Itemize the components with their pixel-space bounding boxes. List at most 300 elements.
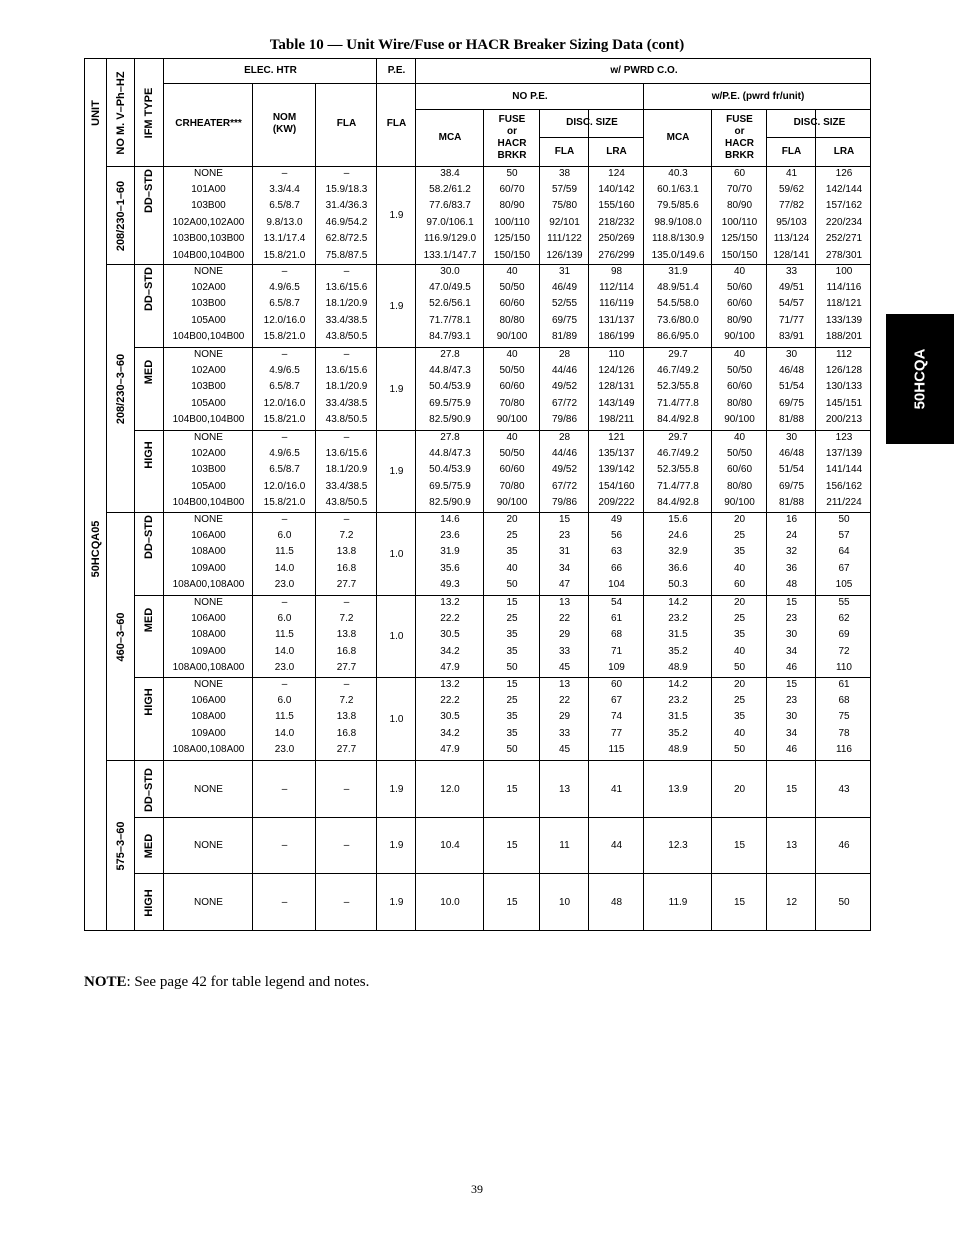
no-pe-fuse-cell: 50/50	[499, 364, 525, 376]
w-pe-disc-lra-cell: 200/213	[825, 414, 863, 426]
no-pe-fuse-cell: 40	[506, 348, 518, 360]
htr-fla-cell: 43.8/50.5	[325, 497, 368, 509]
pe-header: P.E.	[387, 65, 406, 76]
htr-fla-cell: 43.8/50.5	[325, 331, 368, 343]
no-pe-fuse-cell: 40	[506, 265, 518, 277]
w-pe-disc-lra-cell: 78	[838, 727, 850, 739]
w-pe-disc-lra-cell: 64	[838, 546, 850, 558]
no-pe-mca-cell: 116.9/129.0	[423, 233, 477, 245]
pe-fla-header: FLA	[386, 118, 407, 129]
w-pe-disc-fla-cell: 24	[785, 529, 798, 541]
w-pe-fuse-cell: 40	[733, 562, 746, 574]
no-pe-mca-cell: 47.9	[440, 662, 460, 674]
w-pe-fuse-cell: 35	[733, 711, 746, 723]
nom-kw-cell: 23.0	[274, 662, 295, 674]
htr-fla-cell: 13.6/15.6	[325, 447, 368, 459]
w-pe-disc-fla-cell: 15	[785, 783, 798, 795]
voltage-label: 575–3–60	[115, 821, 127, 871]
w-pe-disc-fla-cell: 51/54	[778, 464, 805, 476]
w-pe-fuse-cell: 25	[733, 612, 746, 624]
no-pe-fuse-cell: 60/70	[499, 183, 525, 195]
crheater-cell: 108A00	[191, 711, 226, 723]
htr-fla-cell: 16.8	[336, 562, 357, 574]
no-pe-mca-cell: 50.4/53.9	[429, 464, 471, 476]
w-pe-fuse-cell: 50	[733, 744, 746, 756]
no-pe-fuse-cell: 70/80	[499, 480, 525, 492]
w-pe-fuse-cell: 60/60	[726, 298, 753, 310]
w-pe-disc-lra-cell: 114/116	[826, 281, 862, 293]
htr-fla-cell: 7.2	[339, 694, 354, 706]
w-pe-disc-fla-cell: 81/88	[778, 414, 805, 426]
w-pe-mca-cell: 46.7/49.2	[657, 447, 699, 459]
no-pe-disc-lra-cell: 56	[610, 529, 623, 541]
w-pe-disc-fla-cell: 15	[785, 596, 798, 608]
no-pe-fuse-cell: 35	[506, 727, 518, 739]
w-pe-disc-lra-cell: 43	[838, 783, 850, 795]
nom-kw-cell: 15.8/21.0	[263, 249, 306, 261]
w-pe-disc-lra-cell: 75	[838, 711, 850, 723]
no-pe-mca-cell: 22.2	[440, 694, 460, 706]
w-pe-disc-fla-cell: 46	[785, 744, 798, 756]
no-pe-mca-cell: 10.4	[440, 840, 460, 851]
w-pe-mca-cell: 48.9	[668, 744, 688, 756]
w-pe-disc-fla-cell: 59/62	[778, 183, 805, 195]
no-pe-fuse-cell: 50/50	[499, 281, 525, 293]
w-pe-fuse-cell: 60	[733, 167, 746, 179]
w-pe-mca-cell: 98.9/108.0	[654, 216, 702, 228]
crheater-cell: NONE	[194, 678, 223, 690]
no-pe-mca-cell: 44.8/47.3	[429, 364, 471, 376]
w-pe-mca-cell: 79.5/85.6	[657, 200, 699, 212]
w-pe-disc-lra-cell: 67	[838, 562, 850, 574]
no-pe-disc-lra-cell: 276/299	[598, 249, 635, 261]
w-pe-mca-cell: 46.7/49.2	[657, 364, 699, 376]
no-pe-header: NO P.E.	[512, 91, 548, 102]
no-pe-disc-lra-cell: 109	[608, 662, 625, 674]
w-pe-fuse-cell: 80/90	[726, 200, 753, 212]
w-pe-disc-fla-cell: 41	[785, 167, 798, 179]
no-pe-mca-cell: 35.6	[440, 562, 460, 574]
w-pe-disc-lra-cell: 130/133	[825, 381, 863, 393]
w-pe-mca-cell: 32.9	[668, 546, 688, 558]
w-pe-fuse-cell: 40	[733, 265, 746, 277]
note-text: : See page 42 for table legend and notes.	[126, 974, 370, 990]
no-pe-disc-lra-cell: 140/142	[598, 183, 635, 195]
crheater-cell: NONE	[194, 896, 223, 908]
nom-kw-cell: –	[281, 513, 288, 525]
w-pe-fuse-cell: 90/100	[724, 331, 755, 343]
w-pe-disc-fla-cell: 128/141	[773, 249, 810, 261]
nom-kw-cell: –	[281, 596, 288, 608]
w-pe-fuse-cell: 40	[733, 348, 746, 360]
no-pe-fuse-cell: 15	[506, 783, 518, 795]
w-pe-fuse-cell: 15	[733, 896, 746, 908]
w-pe-disc-fla-cell: 69/75	[778, 397, 805, 409]
w-pe-disc-lra-cell: 188/201	[825, 331, 863, 343]
w-pe-fuse-cell: 40	[733, 645, 746, 657]
no-pe-disc-lra-cell: 60	[610, 678, 623, 690]
nom-kw-cell: 15.8/21.0	[263, 497, 306, 509]
crheater-cell: 109A00	[191, 562, 226, 574]
crheater-cell: NONE	[194, 265, 223, 277]
no-pe-disc-fla-cell: 11	[559, 840, 570, 851]
w-pe-fuse-cell: 40	[733, 431, 746, 443]
w-pe-mca-cell: 48.9/51.4	[657, 281, 699, 293]
w-pe-disc-fla-cell: 23	[785, 612, 798, 624]
no-pe-fuse-cell: 50	[506, 662, 518, 674]
w-pe-mca-cell: 118.8/130.9	[651, 233, 705, 245]
nom-kw-cell: 6.0	[277, 694, 292, 706]
nom-kw-cell: 9.8/13.0	[266, 216, 303, 228]
w-pe-disc-lra-cell: 50	[838, 513, 850, 525]
w-pe-fuse-cell: 80/90	[726, 314, 753, 326]
no-pe-mca-cell: 12.0	[440, 783, 460, 795]
section-tab-label: 50HCQA	[911, 348, 929, 410]
nom-volt-header: NO M. V–Ph–HZ	[115, 71, 127, 155]
no-pe-fuse-cell: 50	[506, 579, 518, 591]
no-pe-fuse-cell: 20	[506, 513, 518, 525]
w-pe-fuse-cell: 15	[733, 840, 746, 851]
htr-fla-cell: –	[343, 348, 350, 360]
htr-fla-cell: 27.7	[336, 662, 357, 674]
no-pe-fuse-header: FUSE or HACR BRKR	[497, 114, 527, 161]
section-tab	[886, 314, 954, 444]
crheater-cell: 103B00,103B00	[172, 233, 245, 245]
no-pe-mca-cell: 133.1/147.7	[423, 249, 477, 261]
w-pe-fuse-cell: 40	[733, 727, 746, 739]
htr-fla-cell: –	[343, 678, 350, 690]
no-pe-disc-lra-cell: 54	[610, 596, 623, 608]
w-pe-disc-fla-cell: 32	[785, 546, 798, 558]
crheater-cell: 108A00	[191, 629, 226, 641]
w-pe-disc-fla-cell: 113/124	[773, 233, 810, 245]
w-pe-disc-lra-cell: 137/139	[825, 447, 863, 459]
no-pe-mca-cell: 30.0	[440, 265, 460, 277]
nom-kw-cell: 6.0	[277, 612, 292, 624]
htr-fla-cell: 62.8/72.5	[325, 233, 368, 245]
no-pe-fuse-cell: 40	[506, 431, 518, 443]
crheater-cell: 102A00	[191, 447, 226, 459]
nom-kw-cell: 11.5	[275, 711, 294, 723]
no-pe-disc-lra-cell: 74	[610, 711, 623, 723]
w-pe-disc-lra-cell: 118/121	[826, 298, 862, 310]
crheater-cell: 104B00,104B00	[172, 249, 245, 261]
no-pe-disc-fla-cell: 79/86	[551, 497, 578, 509]
nom-kw-cell: 15.8/21.0	[263, 414, 306, 426]
no-pe-mca-cell: 44.8/47.3	[429, 447, 471, 459]
w-pe-mca-cell: 15.6	[668, 513, 688, 525]
no-pe-fuse-cell: 60/60	[499, 464, 525, 476]
crheater-cell: 105A00	[191, 314, 226, 326]
no-pe-mca-cell: 13.2	[440, 678, 460, 690]
no-pe-mca-cell: 34.2	[440, 645, 460, 657]
w-pe-disc-fla-header: FLA	[781, 146, 802, 157]
no-pe-fuse-cell: 25	[506, 694, 518, 706]
no-pe-disc-lra-cell: 68	[610, 629, 623, 641]
w-pe-fuse-cell: 35	[733, 546, 746, 558]
w-pe-disc-lra-cell: 126	[835, 167, 853, 179]
w-pe-disc-fla-cell: 71/77	[778, 314, 805, 326]
nom-kw-cell: 11.5	[275, 629, 294, 641]
no-pe-disc-lra-cell: 209/222	[598, 497, 635, 509]
w-pe-disc-fla-cell: 46/48	[778, 447, 805, 459]
w-pe-disc-fla-cell: 15	[785, 678, 798, 690]
no-pe-mca-cell: 10.0	[440, 896, 460, 908]
w-pe-disc-fla-cell: 49/51	[778, 281, 805, 293]
htr-fla-cell: 75.8/87.5	[325, 249, 368, 261]
w-pe-mca-cell: 52.3/55.8	[657, 464, 699, 476]
no-pe-mca-cell: 23.6	[440, 529, 460, 541]
grid-line	[134, 58, 135, 930]
w-pe-disc-lra-cell: 61	[838, 678, 850, 690]
no-pe-disc-fla-cell: 13	[558, 783, 571, 795]
no-pe-mca-cell: 27.8	[440, 348, 460, 360]
crheater-cell: 102A00	[191, 281, 226, 293]
nom-kw-cell: 3.3/4.4	[269, 183, 300, 195]
nom-kw-cell: 12.0/16.0	[263, 397, 306, 409]
no-pe-mca-cell: 82.5/90.9	[429, 414, 471, 426]
pe-fla-value: 1.9	[389, 783, 404, 795]
w-pe-disc-fla-cell: 95/103	[776, 216, 807, 228]
no-pe-fuse-cell: 35	[506, 711, 518, 723]
ifm-type-label: HIGH	[143, 441, 155, 469]
htr-fla-cell: 15.9/18.3	[325, 183, 368, 195]
pwrd-co-header: w/ PWRD C.O.	[610, 65, 678, 76]
no-pe-mca-cell: 84.7/93.1	[429, 331, 471, 343]
w-pe-disc-lra-cell: 142/144	[825, 183, 863, 195]
ifm-type-label: DD–STD	[143, 514, 155, 560]
wire-fuse-sizing-table	[84, 58, 871, 931]
htr-fla-cell: 13.6/15.6	[325, 281, 368, 293]
w-pe-disc-lra-cell: 157/162	[825, 200, 863, 212]
w-pe-disc-lra-cell: 100	[835, 265, 853, 277]
no-pe-disc-fla-cell: 45	[558, 744, 571, 756]
crheater-cell: 108A00,108A00	[172, 744, 245, 756]
no-pe-disc-fla-cell: 10	[558, 896, 571, 908]
w-pe-fuse-cell: 20	[733, 678, 746, 690]
w-pe-disc-fla-cell: 81/88	[778, 497, 805, 509]
no-pe-fuse-cell: 15	[506, 596, 518, 608]
no-pe-disc-fla-cell: 38	[558, 167, 571, 179]
no-pe-fuse-cell: 15	[506, 840, 518, 851]
no-pe-disc-fla-cell: 15	[558, 513, 571, 525]
crheater-cell: 104B00,104B00	[172, 414, 245, 426]
w-pe-disc-lra-cell: 278/301	[825, 249, 863, 261]
w-pe-fuse-cell: 20	[733, 596, 746, 608]
no-pe-disc-fla-cell: 22	[558, 612, 571, 624]
w-pe-disc-fla-cell: 23	[785, 694, 798, 706]
w-pe-mca-cell: 60.1/63.1	[657, 183, 699, 195]
w-pe-mca-cell: 31.5	[668, 711, 688, 723]
w-pe-fuse-cell: 50	[733, 662, 746, 674]
voltage-label: 460–3–60	[115, 612, 127, 662]
nom-kw-cell: 6.0	[277, 529, 292, 541]
no-pe-mca-cell: 38.4	[440, 167, 460, 179]
no-pe-mca-cell: 50.4/53.9	[429, 381, 471, 393]
w-pe-disc-fla-cell: 33	[785, 265, 798, 277]
nom-kw-cell: 15.8/21.0	[263, 331, 306, 343]
unit-header: UNIT	[90, 100, 102, 126]
w-pe-disc-fla-cell: 34	[785, 727, 798, 739]
no-pe-fuse-cell: 80/80	[499, 314, 525, 326]
no-pe-disc-fla-cell: 46/49	[551, 281, 578, 293]
no-pe-disc-lra-cell: 115	[608, 744, 625, 756]
w-pe-mca-cell: 40.3	[668, 167, 688, 179]
w-pe-disc-fla-cell: 46	[785, 662, 798, 674]
w-pe-fuse-cell: 60/60	[726, 381, 753, 393]
w-pe-disc-lra-cell: 68	[838, 694, 850, 706]
no-pe-fuse-cell: 25	[506, 529, 518, 541]
grid-line	[134, 817, 871, 818]
no-pe-disc-fla-cell: 45	[558, 662, 571, 674]
table-title: Table 10 — Unit Wire/Fuse or HACR Breaker Sizing Data (cont)	[269, 37, 685, 53]
crheater-header: CRHEATER***	[175, 118, 242, 129]
no-pe-disc-fla-cell: 33	[558, 727, 571, 739]
w-pe-fuse-cell: 60	[733, 579, 746, 591]
w-pe-mca-cell: 24.6	[668, 529, 688, 541]
pe-fla-value: 1.9	[389, 466, 404, 477]
w-pe-disc-lra-cell: 133/139	[825, 314, 863, 326]
w-pe-fuse-cell: 20	[733, 513, 746, 525]
no-pe-mca-cell: 27.8	[440, 431, 460, 443]
pe-fla-value: 1.9	[389, 896, 404, 908]
nom-kw-cell: 23.0	[274, 744, 295, 756]
w-pe-disc-size-header: DISC. SIZE	[793, 117, 846, 128]
w-pe-mca-cell: 31.9	[668, 265, 688, 277]
crheater-cell: 105A00	[191, 480, 226, 492]
no-pe-disc-lra-cell: 154/160	[598, 480, 635, 492]
no-pe-disc-fla-cell: 31	[558, 546, 571, 558]
no-pe-mca-header: MCA	[438, 132, 462, 143]
pe-fla-value: 1.9	[389, 840, 404, 851]
w-pe-disc-lra-cell: 105	[835, 579, 853, 591]
crheater-cell: 108A00	[191, 546, 226, 558]
nom-kw-cell: 14.0	[274, 727, 295, 739]
no-pe-disc-lra-cell: 41	[610, 783, 623, 795]
no-pe-fuse-cell: 35	[506, 629, 518, 641]
no-pe-disc-lra-cell: 186/199	[598, 331, 635, 343]
no-pe-mca-cell: 30.5	[440, 629, 460, 641]
crheater-cell: 102A00,102A00	[172, 216, 245, 228]
crheater-cell: 106A00	[191, 694, 226, 706]
htr-fla-cell: –	[343, 783, 350, 795]
no-pe-disc-size-header: DISC. SIZE	[566, 117, 618, 128]
crheater-cell: 109A00	[191, 727, 226, 739]
no-pe-disc-fla-cell: 33	[558, 645, 571, 657]
w-pe-fuse-header: FUSE or HACR BRKR	[725, 114, 754, 161]
w-pe-mca-cell: 52.3/55.8	[657, 381, 699, 393]
crheater-cell: NONE	[194, 513, 223, 525]
htr-fla-cell: 13.8	[336, 546, 357, 558]
no-pe-fuse-cell: 50	[506, 167, 518, 179]
w-pe-mca-cell: 35.2	[668, 645, 688, 657]
w-pe-mca-cell: 84.4/92.8	[657, 414, 699, 426]
nom-kw-cell: 23.0	[274, 579, 295, 591]
no-pe-mca-cell: 69.5/75.9	[429, 397, 471, 409]
no-pe-fuse-cell: 150/150	[493, 249, 531, 261]
no-pe-mca-cell: 58.2/61.2	[429, 183, 471, 195]
w-pe-disc-lra-cell: 252/271	[825, 233, 863, 245]
no-pe-mca-cell: 22.2	[440, 612, 460, 624]
no-pe-disc-lra-cell: 48	[610, 896, 623, 908]
crheater-cell: 103B00	[191, 464, 226, 476]
w-pe-disc-lra-cell: 50	[838, 896, 850, 908]
no-pe-fuse-cell: 35	[506, 546, 518, 558]
w-pe-disc-fla-cell: 69/75	[778, 480, 805, 492]
no-pe-disc-lra-header: LRA	[606, 146, 627, 157]
no-pe-fuse-cell: 90/100	[496, 331, 528, 343]
pe-fla-value: 1.9	[389, 383, 404, 395]
no-pe-mca-cell: 77.6/83.7	[429, 200, 471, 212]
w-pe-mca-cell: 86.6/95.0	[657, 331, 699, 343]
no-pe-disc-fla-cell: 92/101	[549, 216, 580, 228]
no-pe-mca-cell: 47.9	[440, 744, 460, 756]
htr-fla-cell: 16.8	[336, 645, 357, 657]
no-pe-disc-lra-cell: 124/126	[598, 364, 635, 376]
ifm-type-label: MED	[143, 607, 155, 633]
w-pe-disc-lra-cell: 72	[838, 645, 850, 657]
no-pe-disc-lra-cell: 139/142	[598, 464, 635, 476]
ifm-type-label: MED	[143, 833, 155, 859]
grid-line	[163, 83, 871, 84]
nom-kw-cell: 6.5/8.7	[269, 381, 300, 393]
w-pe-mca-cell: 71.4/77.8	[657, 397, 699, 409]
w-pe-header: w/P.E. (pwrd fr/unit)	[711, 91, 805, 102]
no-pe-mca-cell: 47.0/49.5	[429, 281, 471, 293]
no-pe-disc-fla-cell: 23	[558, 529, 571, 541]
no-pe-disc-lra-cell: 143/149	[598, 397, 635, 409]
nom-kw-cell: 4.9/6.5	[269, 281, 300, 293]
crheater-cell: 101A00	[191, 183, 226, 195]
crheater-cell: NONE	[194, 596, 223, 608]
nom-kw-cell: –	[281, 678, 288, 690]
no-pe-mca-cell: 30.5	[440, 711, 460, 723]
no-pe-disc-lra-cell: 128/131	[598, 381, 635, 393]
nom-kw-cell: –	[281, 167, 288, 179]
nom-kw-cell: –	[281, 840, 288, 851]
no-pe-disc-fla-cell: 28	[558, 348, 571, 360]
no-pe-disc-lra-cell: 250/269	[598, 233, 635, 245]
htr-fla-cell: 43.8/50.5	[325, 414, 368, 426]
w-pe-mca-header: MCA	[666, 132, 690, 143]
nom-kw-cell: 12.0/16.0	[263, 480, 306, 492]
grid-line	[134, 873, 871, 874]
w-pe-disc-fla-cell: 36	[785, 562, 798, 574]
htr-fla-cell: –	[343, 596, 350, 608]
w-pe-mca-cell: 14.2	[668, 678, 688, 690]
crheater-cell: 109A00	[191, 645, 226, 657]
htr-fla-cell: –	[343, 840, 350, 851]
htr-fla-cell: 31.4/36.3	[325, 200, 368, 212]
htr-fla-cell: 27.7	[336, 744, 357, 756]
nom-kw-cell: 13.1/17.4	[263, 233, 306, 245]
w-pe-mca-cell: 48.9	[668, 662, 688, 674]
w-pe-mca-cell: 135.0/149.6	[651, 249, 705, 261]
no-pe-disc-fla-cell: 29	[558, 711, 571, 723]
no-pe-disc-fla-cell: 28	[558, 431, 571, 443]
w-pe-disc-lra-cell: 110	[836, 662, 852, 674]
w-pe-disc-lra-cell: 57	[838, 529, 850, 541]
no-pe-disc-fla-cell: 44/46	[551, 364, 578, 376]
w-pe-fuse-cell: 35	[733, 629, 746, 641]
ifm-type-label: HIGH	[143, 688, 155, 716]
htr-fla-cell: 7.2	[339, 612, 354, 624]
w-pe-disc-fla-cell: 54/57	[778, 298, 805, 310]
w-pe-fuse-cell: 90/100	[724, 414, 755, 426]
w-pe-fuse-cell: 25	[733, 694, 746, 706]
w-pe-mca-cell: 71.4/77.8	[657, 480, 699, 492]
nom-kw-cell: –	[281, 348, 288, 360]
